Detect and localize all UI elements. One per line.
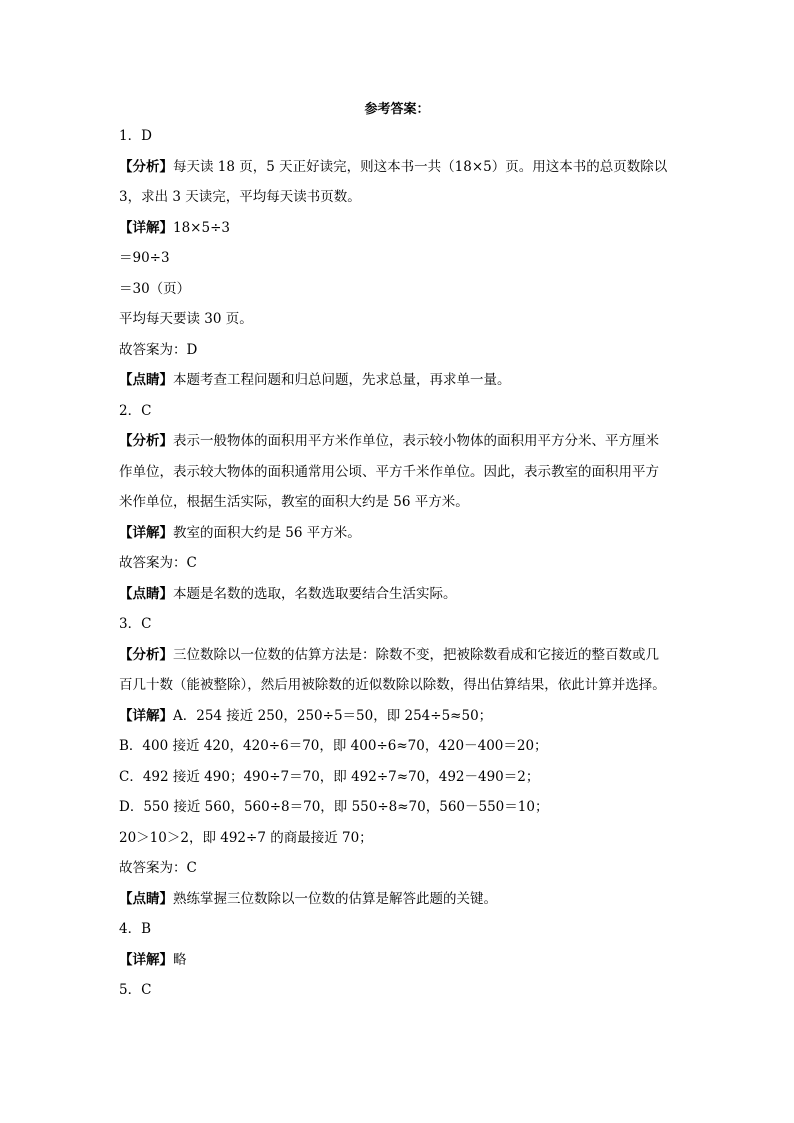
line-text: B．400 接近 420，420÷6＝70，即 400÷6≈70，420－400＝20； <box>119 738 548 754</box>
line-text: 18×5÷3 <box>173 219 230 236</box>
line-text: 表示一般物体的面积用平方米作单位，表示较小物体的面积用平方分米、平方厘米 <box>173 433 659 449</box>
line-text: 本题是名数的选取，名数选取要结合生活实际。 <box>173 585 457 602</box>
line-text: 三位数除以一位数的估算方法是：除数不变，把被除数看成和它接近的整百数或几 <box>173 646 659 663</box>
text-line <box>119 823 679 854</box>
section-tag: 【分析】 <box>119 646 173 663</box>
line-text: 4．B <box>119 921 152 937</box>
answer-key-title: 参考答案： <box>364 102 430 117</box>
line-text: 5．C <box>119 982 152 998</box>
section-tag: 【详解】 <box>119 524 173 541</box>
line-text: A．254 接近 250，250÷5＝50，即 254÷5≈50； <box>173 707 493 724</box>
line-text: 熟练掌握三位数除以一位数的估算是解答此题的关键。 <box>173 890 497 907</box>
text-line <box>119 121 679 152</box>
line-text: 2．C <box>119 402 152 419</box>
text-line <box>119 884 679 915</box>
text-line <box>119 975 679 1006</box>
text-line <box>119 762 679 793</box>
line-text: ＝90÷3 <box>119 250 170 266</box>
line-text: ＝30（页） <box>119 280 191 297</box>
text-line <box>119 213 679 244</box>
line-text: 略 <box>173 951 187 968</box>
line-text: 故答案为：C <box>119 860 197 876</box>
section-tag: 【详解】 <box>119 707 173 724</box>
text-line <box>119 365 679 396</box>
line-text: 故答案为：C <box>119 555 197 571</box>
text-line <box>119 182 679 213</box>
text-line <box>119 487 679 518</box>
text-line <box>119 518 679 549</box>
section-tag: 【点睛】 <box>119 890 173 907</box>
text-line <box>119 853 679 884</box>
line-text: 1．D <box>119 128 152 144</box>
text-line <box>119 243 679 274</box>
text-line <box>119 792 679 823</box>
line-text: 教室的面积大约是 56 平方米。 <box>173 524 361 541</box>
line-text: 3．C <box>119 616 152 632</box>
text-line <box>119 335 679 366</box>
text-line <box>119 640 679 671</box>
line-text: 故答案为：D <box>119 341 198 358</box>
section-tag: 【点睛】 <box>119 372 173 388</box>
section-tag: 【详解】 <box>119 219 173 236</box>
section-tag: 【详解】 <box>119 951 173 968</box>
line-text: 本题考查工程问题和归总问题，先求总量，再求单一量。 <box>173 372 511 388</box>
text-line <box>119 152 679 183</box>
answer-lines <box>119 121 679 1006</box>
text-line <box>119 396 679 427</box>
text-line <box>119 731 679 762</box>
text-line <box>119 701 679 732</box>
section-tag: 【点睛】 <box>119 585 173 602</box>
text-line <box>119 914 679 945</box>
line-text: D．550 接近 560，560÷8＝70，即 550÷8≈70，560－550＝10； <box>119 799 549 815</box>
line-text: 3，求出 3 天读完，平均每天读书页数。 <box>119 189 361 205</box>
text-line <box>119 579 679 610</box>
line-text: 百几十数（能被整除），然后用被除数的近似数除以除数，得出估算结果，依此计算并选择。 <box>119 677 666 693</box>
line-text: 每天读 18 页，5 天正好读完，则这本书一共（18×5）页。用这本书的总页数除以 <box>173 158 668 175</box>
text-line <box>119 274 679 305</box>
line-text: 平均每天要读 30 页。 <box>119 311 253 327</box>
text-line <box>119 609 679 640</box>
line-text: 作单位，表示较大物体的面积通常用公顷、平方千米作单位。因此，表示教室的面积用平方 <box>119 463 659 480</box>
text-line <box>119 457 679 488</box>
line-text: 20＞10＞2，即 492÷7 的商最接近 70； <box>119 829 373 846</box>
line-text: 米作单位，根据生活实际，教室的面积大约是 56 平方米。 <box>119 494 469 510</box>
text-line <box>119 426 679 457</box>
section-tag: 【分析】 <box>119 433 173 449</box>
text-line <box>119 670 679 701</box>
line-text: C．492 接近 490；490÷7＝70，即 492÷7≈70，492－490＝2； <box>119 768 540 785</box>
section-tag: 【分析】 <box>119 158 173 175</box>
text-line <box>119 548 679 579</box>
text-line <box>119 304 679 335</box>
text-line <box>119 945 679 976</box>
